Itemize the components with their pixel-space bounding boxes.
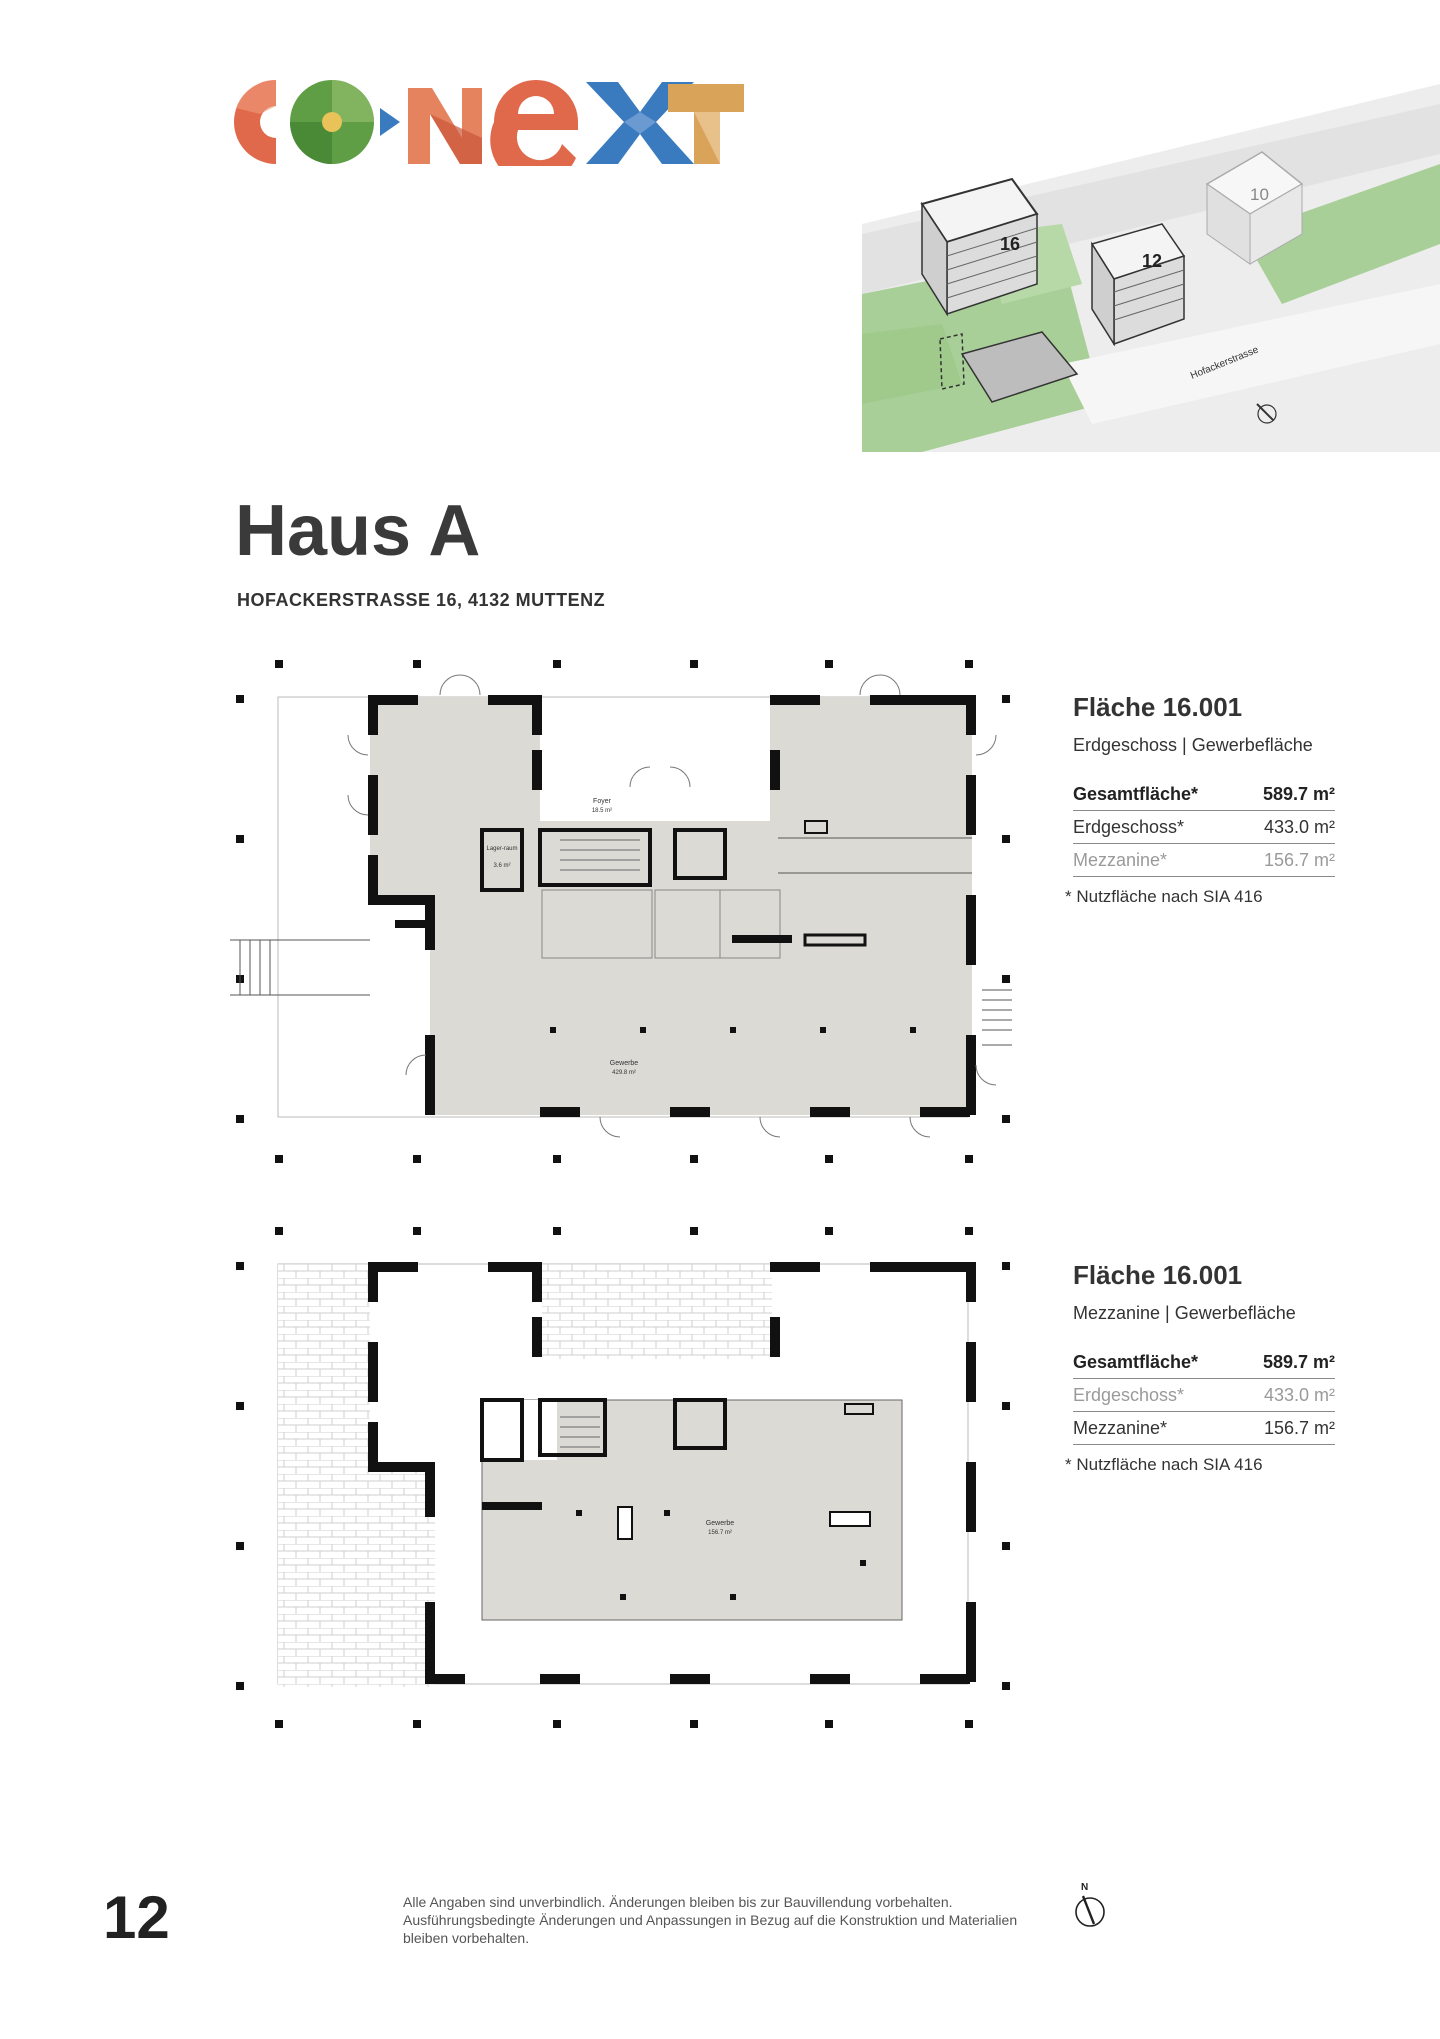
address: HOFACKERSTRASSE 16, 4132 MUTTENZ (237, 590, 606, 610)
room-lager-name: Lager-raum (486, 846, 518, 852)
north-arrow-icon (1070, 1878, 1110, 1930)
room-gewerbe-area: 429.8 m² (612, 1070, 636, 1076)
room-foyer-name: Foyer (593, 798, 611, 805)
area-subtitle: Erdgeschoss | Gewerbefläche (1073, 735, 1313, 755)
room-lager-area: 3.6 m² (493, 863, 511, 869)
room-foyer-area: 18.5 m² (591, 808, 613, 814)
room-gewerbe-name: Gewerbe (609, 1060, 639, 1067)
mezz-room-gewerbe-name: Gewerbe (705, 1520, 735, 1527)
area-note: * Nutzfläche nach SIA 416 (1065, 1455, 1263, 1474)
mezz-room-gewerbe-area: 156.7 m² (708, 1530, 732, 1536)
area-title: Fläche 16.001 (1073, 692, 1243, 722)
area-info-mezzanine (1065, 1260, 1338, 1475)
co-next-logo (232, 78, 744, 166)
svg-text:16: 16 (1000, 234, 1021, 254)
svg-text:12: 12 (1142, 251, 1163, 271)
disclaimer: Alle Angaben sind unverbindlich. Änderungen bleiben bis zur Bauvillendung vorbehalten. Ausführungsbedingte Änderungen und Anpassungen in Bezug auf die Konstruktion und Materialien bleiben vorbehalten. (403, 1894, 1018, 1946)
area-table: Gesamtfläche* 589.7 m² Erdgeschoss* 433.0 m² Mezzanine* 156.7 m² (1073, 778, 1335, 877)
svg-text:10: 10 (1250, 185, 1269, 204)
page-number: 12 (103, 1884, 170, 1951)
area-table: Gesamtfläche* 589.7 m² Erdgeschoss* 433.0 m² Mezzanine* 156.7 m² (1073, 1346, 1335, 1445)
area-info-ground (1065, 692, 1338, 907)
page-title: Haus A (235, 491, 481, 571)
area-note: * Nutzfläche nach SIA 416 (1065, 887, 1263, 906)
area-title: Fläche 16.001 (1073, 1260, 1243, 1290)
site-plan (862, 84, 1440, 452)
svg-text:N: N (1081, 1882, 1089, 1893)
ground-floor-plan (230, 655, 1020, 1165)
area-subtitle: Mezzanine | Gewerbefläche (1073, 1303, 1296, 1323)
svg-text:Hofackerstrasse: Hofackerstrasse (1189, 344, 1261, 382)
mezzanine-plan (230, 1222, 1020, 1732)
